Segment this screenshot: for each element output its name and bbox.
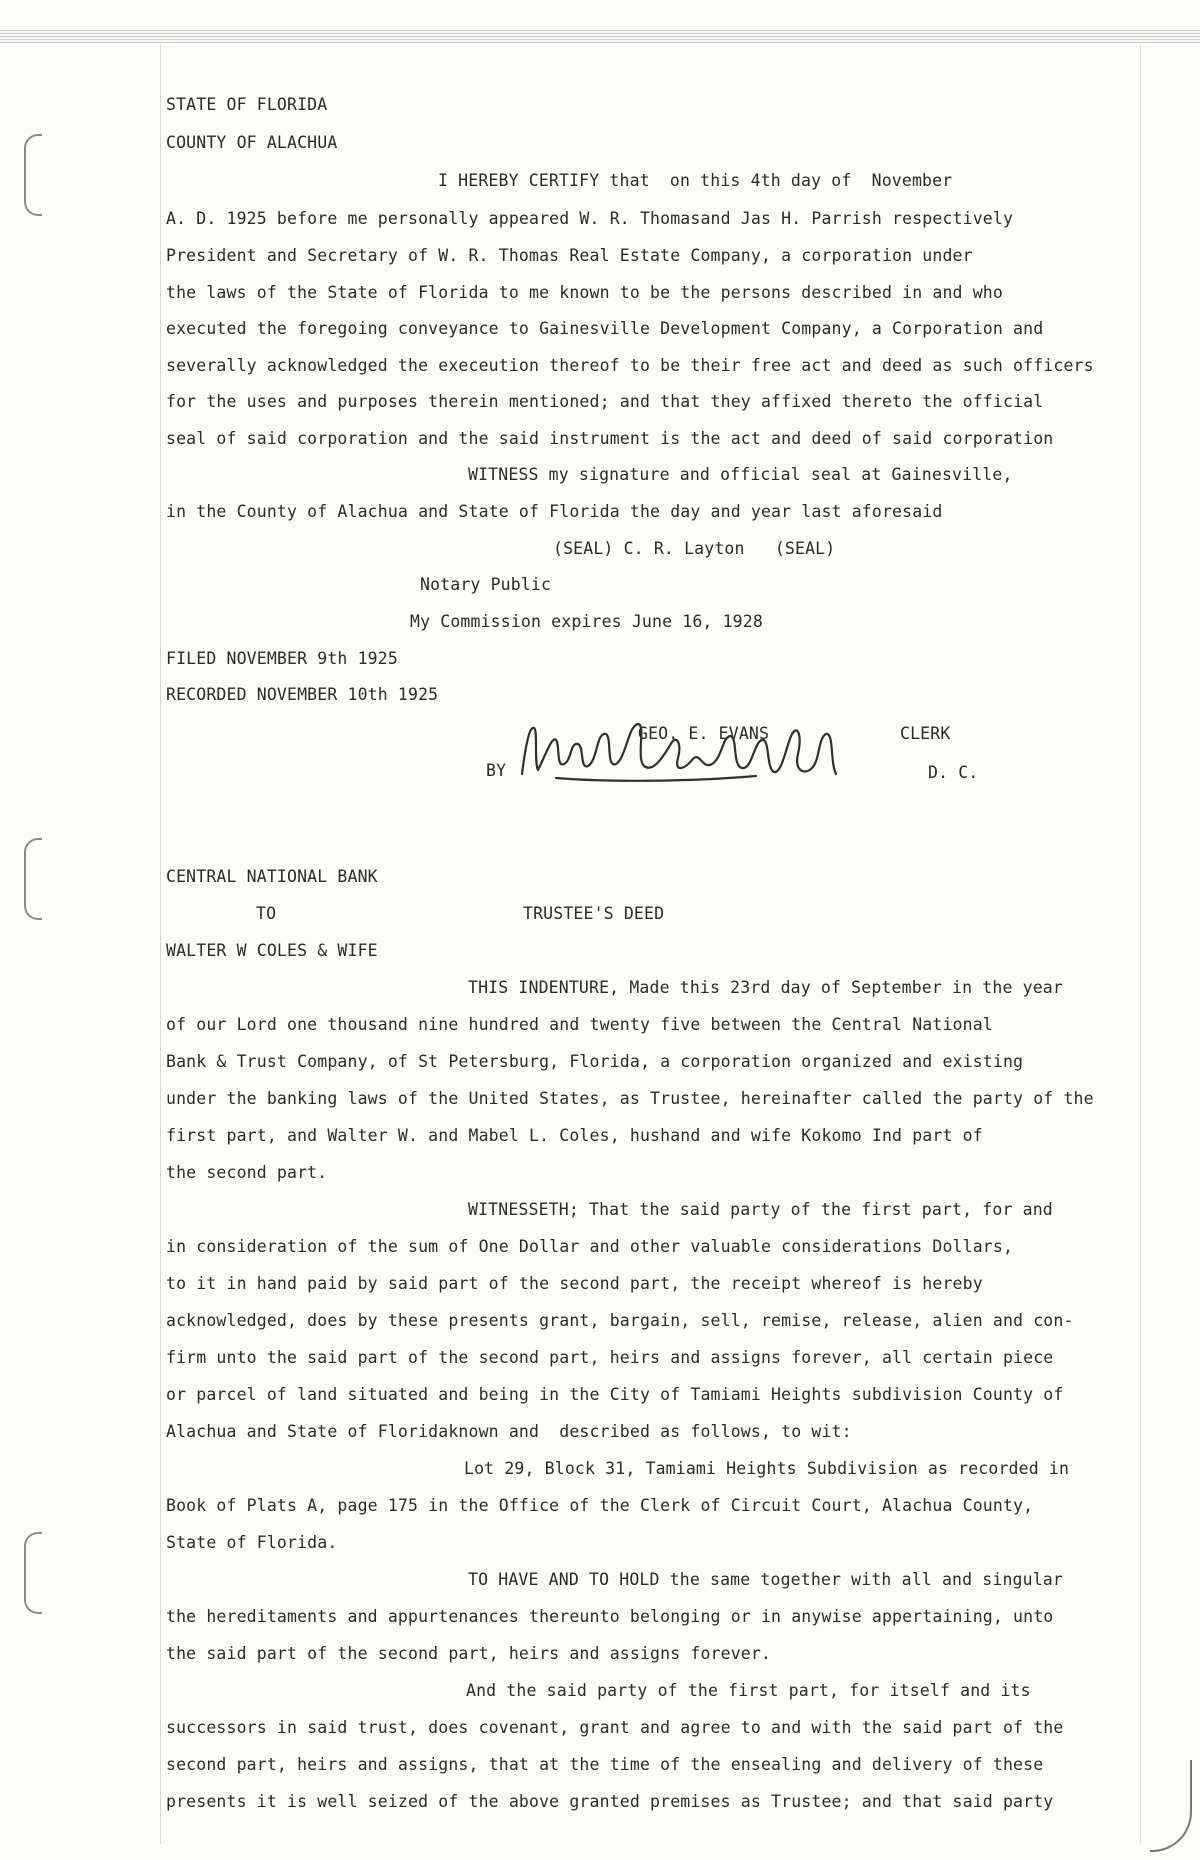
deed-line: successors in said trust, does covenant, grant and agree to and with the said part of the — [166, 1718, 1064, 1737]
notary-title: Notary Public — [420, 575, 552, 594]
grantee-heading: WALTER W COLES & WIFE — [166, 941, 378, 960]
handwritten-signature — [516, 712, 846, 802]
deed-line: second part, heirs and assigns, that at the time of the ensealing and delivery of these — [166, 1755, 1044, 1774]
deed-line: the hereditaments and appurtenances thereunto belonging or in anywise appertaining, unto — [166, 1607, 1054, 1626]
deed-line: Bank & Trust Company, of St Petersburg, Florida, a corporation organized and existing — [166, 1052, 1024, 1071]
deed-line: in consideration of the sum of One Dollar and other valuable considerations Dollars, — [166, 1237, 1014, 1256]
certificate-line: seal of said corporation and the said instrument is the act and deed of said corporation — [166, 429, 1054, 448]
binder-hole-mark — [24, 134, 42, 216]
commission-expiry: My Commission expires June 16, 1928 — [410, 612, 763, 631]
clerk-title: CLERK — [900, 724, 951, 743]
by-label: BY — [486, 761, 507, 780]
page-top-rule — [0, 30, 1200, 44]
deed-line: presents it is well seized of the above granted premises as Trustee; and that said party — [166, 1792, 1054, 1811]
certificate-line: executed the foregoing conveyance to Gainesville Development Company, a Corporation and — [166, 319, 1044, 338]
deed-line: State of Florida. — [166, 1533, 338, 1552]
clerk-name: GEO. E. EVANS — [638, 724, 770, 743]
certificate-line: WITNESS my signature and official seal at Gainesville, — [468, 465, 1013, 484]
deed-line: Alachua and State of Floridaknown and described as follows, to wit: — [166, 1422, 852, 1441]
deed-title: TRUSTEE'S DEED — [523, 904, 665, 923]
notary-signature-line: (SEAL) C. R. Layton (SEAL) — [553, 539, 836, 558]
county-heading: COUNTY OF ALACHUA — [166, 133, 338, 152]
deed-line: first part, and Walter W. and Mabel L. Coles, hushand and wife Kokomo Ind part of — [166, 1126, 983, 1145]
page-curl — [1150, 1760, 1192, 1852]
right-edge-line — [1140, 44, 1141, 1844]
filed-date: FILED NOVEMBER 9th 1925 — [166, 649, 398, 668]
deed-line: or parcel of land situated and being in the City of Tamiami Heights subdivision County of — [166, 1385, 1064, 1404]
to-heading: TO — [256, 904, 277, 923]
certificate-line: President and Secretary of W. R. Thomas Real Estate Company, a corporation under — [166, 246, 973, 265]
deed-line: THIS INDENTURE, Made this 23rd day of September in the year — [468, 978, 1063, 997]
deed-line: Book of Plats A, page 175 in the Office of the Clerk of Circuit Court, Alachua County, — [166, 1496, 1034, 1515]
deed-line: WITNESSETH; That the said party of the first part, for and — [468, 1200, 1053, 1219]
grantor-heading: CENTRAL NATIONAL BANK — [166, 867, 378, 886]
deed-line: the said part of the second part, heirs and assigns forever. — [166, 1644, 772, 1663]
binder-hole-mark — [24, 838, 42, 920]
deed-line: of our Lord one thousand nine hundred and twenty five between the Central National — [166, 1015, 993, 1034]
recorded-date: RECORDED NOVEMBER 10th 1925 — [166, 685, 439, 704]
deed-line: firm unto the said part of the second part, heirs and assigns forever, all certain piece — [166, 1348, 1054, 1367]
deed-line: Lot 29, Block 31, Tamiami Heights Subdivision as recorded in — [464, 1459, 1070, 1478]
deed-line: the second part. — [166, 1163, 328, 1182]
deed-line: And the said party of the first part, for itself and its — [466, 1681, 1031, 1700]
deed-line: acknowledged, does by these presents grant, bargain, sell, remise, release, alien and con- — [166, 1311, 1074, 1330]
certificate-line: for the uses and purposes therein mentioned; and that they affixed thereto the official — [166, 392, 1044, 411]
left-margin-line — [160, 44, 161, 1844]
certificate-line: A. D. 1925 before me personally appeared W. R. Thomasand Jas H. Parrish respectively — [166, 209, 1014, 228]
certificate-line: in the County of Alachua and State of Florida the day and year last aforesaid — [166, 502, 943, 521]
deed-line: under the banking laws of the United States, as Trustee, hereinafter called the party of the — [166, 1089, 1094, 1108]
deed-line: TO HAVE AND TO HOLD the same together with all and singular — [468, 1570, 1063, 1589]
certificate-line: severally acknowledged the execeution thereof to be their free act and deed as such officers — [166, 356, 1094, 375]
binder-hole-mark — [24, 1532, 42, 1614]
certificate-line: the laws of the State of Florida to me known to be the persons described in and who — [166, 283, 1003, 302]
deputy-clerk-label: D. C. — [928, 763, 979, 782]
deed-line: to it in hand paid by said part of the second part, the receipt whereof is hereby — [166, 1274, 983, 1293]
state-heading: STATE OF FLORIDA — [166, 95, 328, 114]
certificate-line: I HEREBY CERTIFY that on this 4th day of November — [438, 171, 953, 190]
